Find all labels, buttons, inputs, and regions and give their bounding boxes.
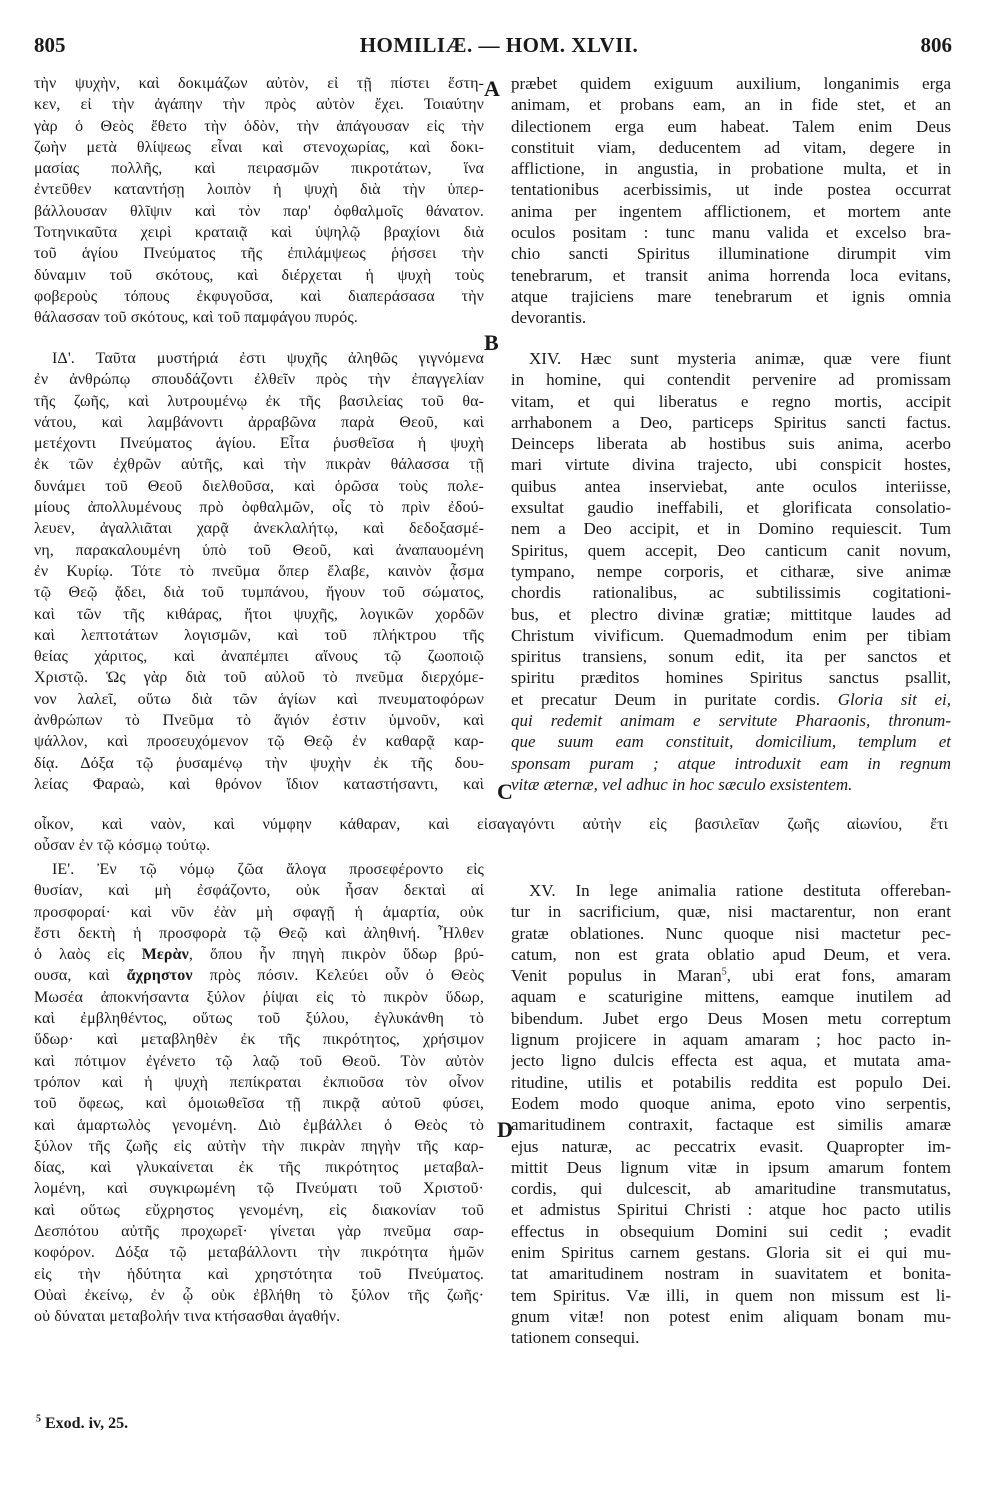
greek-text: ουσα, καὶ bbox=[34, 967, 127, 985]
latin-line: afflictione, in angustia, in probatione multa, et in bbox=[511, 159, 951, 179]
greek-line: Οὐαὶ ἐκείνῳ, ἐν ᾧ οὐκ ἐβλήθη τὸ ξύλον τῆς ζωῆς· bbox=[34, 1286, 484, 1304]
page-header bbox=[0, 33, 998, 65]
greek-line: τοῦ ἁγίου Πνεύματος τῆς ἐπιλάμψεως ῥήσσει τὴν bbox=[34, 245, 484, 263]
greek-line: τῷ Θεῷ ᾄδει, διὰ τοῦ τυμπάνου, ἤγουν τοῦ σώματος, bbox=[34, 584, 484, 602]
greek-line: κεν, εἰ τὴν ἀγάπην τὴν πρὸς αὐτὸν ἔχει. Τοιαύτην bbox=[34, 96, 484, 114]
latin-line: lignum projicere in aquam amaram ; hoc pacto in- bbox=[511, 1030, 951, 1050]
greek-line: δίᾳ. Δόξα τῷ ῥυσαμένῳ τὴν ψυχὴν ἐκ τῆς δου- bbox=[34, 754, 484, 772]
greek-line: ἐκ τῶν ἐχθρῶν αὐτῆς, καὶ τὴν πικρὰν θάλασσα τῇ bbox=[34, 456, 484, 474]
greek-line: καὶ τῶν τῆς κιθάρας, ἤτοι ψυχῆς, λογικῶν χορδῶν bbox=[34, 605, 484, 623]
latin-line: arrhabonem a Deo, particeps Spiritus sancti factus. bbox=[511, 412, 951, 432]
latin-line: devorantis. bbox=[511, 308, 587, 328]
latin-line: tat amaritudinem nostram in suavitatem et bonita- bbox=[511, 1264, 951, 1284]
latin-line: nem a Deo accipit, et in Domino requiescit. Tum bbox=[511, 519, 951, 539]
greek-text: , ὅπου ἦν πηγὴ πικρὸν ὕδωρ βρύ- bbox=[188, 946, 484, 964]
latin-italic-line: que suum eam constituit, domicilium, templum et bbox=[511, 732, 951, 752]
latin-line: cordis, qui dulcescit, ab amaritudine transmutatus, bbox=[511, 1179, 951, 1199]
latin-text: , ubi erat fons, amaram bbox=[726, 966, 951, 986]
greek-line: ἐν ἀνθρώπῳ σπουδάζοντι ἐλθεῖν πρὸς τὴν ἐπαγγελίαν bbox=[34, 371, 484, 389]
greek-line: ψάλλον, καὶ προσευχόμενον τῷ Θεῷ ἐν καθαρᾷ καρ- bbox=[34, 733, 484, 751]
latin-line: catum, non est grata oblatio apud Deum, et vera. bbox=[511, 944, 951, 964]
footnote-reference[interactable]: 5 bbox=[721, 966, 727, 978]
latin-line: bus, et plectro divinæ gratiæ; mittitque laudes ad bbox=[511, 604, 951, 624]
greek-line: δίας, καὶ γλυκαίνεται ἐκ τῆς πικρότητος μεταβαλ- bbox=[34, 1159, 484, 1177]
greek-line: ἐν Κυρίῳ. Τότε τὸ πνεῦμα ὅπερ ἔλαβε, καινὸν ᾆσμα bbox=[34, 562, 484, 580]
latin-line: tationem consequi. bbox=[511, 1328, 640, 1348]
latin-line: et admistus Spiritui Christi : atque hoc pacto utilis bbox=[511, 1200, 951, 1220]
greek-line: λομένη, καὶ συγκιρωμένη τῷ Πνεύματι τοῦ Χριστοῦ· bbox=[34, 1180, 484, 1198]
greek-line: τοῦ ὄφεως, καὶ ὁμοιωθεῖσα τῇ πικρᾷ αὐτοῦ φύσει, bbox=[34, 1095, 484, 1113]
greek-line: καὶ λεπτοτάτων λογισμῶν, καὶ τοῦ πλήκτρου τῆς bbox=[34, 626, 484, 644]
greek-line: ξύλον τῆς ζωῆς εἰς αὐτὴν τὴν πικρὰν πηγὴν τῆς καρ- bbox=[34, 1137, 484, 1155]
greek-line: λείας Φαραὼ, καὶ θρόνον ἴδιον καταστήσαντι, καὶ bbox=[34, 775, 484, 793]
greek-line: θείας χάριτος, καὶ ἀναπέμπει αἴνους τῷ ζωοποιῷ bbox=[34, 648, 484, 666]
section-heading-line: ΙΕ'. Ἐν τῷ νόμῳ ζῶα ἄλογα προσεφέροντο εἰς bbox=[52, 861, 484, 878]
greek-line: ἔστι δεκτὴ ἡ προσφορὰ τῷ Θεῷ καὶ ἀληθινή. Ἦλθεν bbox=[34, 924, 484, 942]
greek-line: νη, παρακαλουμένη ὑπὸ τοῦ Θεοῦ, καὶ ἀναπαυομένη bbox=[34, 541, 484, 559]
margin-marker-c: C bbox=[497, 779, 513, 804]
running-title: HOMILIÆ. — HOM. XLVII. bbox=[359, 33, 639, 57]
greek-line: ζωὴν μετὰ θλίψεως εἶναι καὶ στενοχωρίας, καὶ δοκι- bbox=[34, 138, 484, 156]
latin-italic-line: sponsam puram ; atque introduxit eam in regnum bbox=[511, 753, 951, 773]
greek-line: μετέχοντι Πνεύματος ἁγίου. Εἶτα ῥυσθεῖσα ἡ ψυχὴ bbox=[34, 435, 484, 453]
greek-line: νον λαλεῖ, οὕτω διὰ τῶν ἁγίων καὶ πνευματοφόρων bbox=[34, 690, 484, 708]
latin-line: tentationibus acerbissimis, ut inde postea occurrat bbox=[511, 180, 951, 200]
margin-marker-a: A bbox=[484, 76, 500, 101]
latin-line: dilectionem erga eum habeat. Talem enim Deus bbox=[511, 116, 951, 136]
latin-column-block-3 bbox=[511, 880, 951, 1349]
latin-line: spiritu præditos homines Spiritus sanctus psallit, bbox=[511, 668, 951, 688]
latin-column-block-1 bbox=[511, 73, 951, 329]
latin-line: animam, et probans eam, an in fide stet, et an bbox=[511, 95, 951, 115]
greek-spanning-lines bbox=[34, 814, 948, 857]
latin-line: vitam, et qui liberatus e regno mortis, accipit bbox=[511, 391, 951, 411]
latin-line: ritudine, utilis et potabilis reddita est populo Dei. bbox=[511, 1072, 951, 1092]
page-number-right: 806 bbox=[920, 33, 952, 57]
latin-line: constituit viam, deducentem ad vitam, degere in bbox=[511, 137, 951, 157]
greek-line: μασίας πολλῆς, καὶ πειρασμῶν πικροτάτων, ἵνα bbox=[34, 160, 484, 178]
greek-line: λευεν, ἀγαλλιᾶται χαρᾷ ἀνεκλαλήτῳ, καὶ δεδοξασμέ- bbox=[34, 520, 484, 538]
greek-line: κοφόρον. Δόξα τῷ μεταβάλλοντι τὴν πικρότητα ἡμῶν bbox=[34, 1244, 484, 1262]
page-number-left: 805 bbox=[34, 33, 66, 57]
greek-line: θάλασσαν τοῦ σκότους, καὶ τοῦ παμφάγου πυρός. bbox=[34, 309, 358, 327]
latin-line: ejus naturæ, ac peccatrix evasit. Quapropter im- bbox=[511, 1136, 951, 1156]
greek-line: δύναμιν τοῦ σκότους, καὶ διέρχεται ἡ ψυχὴ τοὺς bbox=[34, 266, 484, 284]
latin-line: gratæ oblationes. Nunc quoque nisi mactetur pec- bbox=[511, 923, 951, 943]
greek-line: ἀνθρώπων τὸ Πνεῦμα τὸ ἅγιόν ἐστιν ὑμνοῦν, καὶ bbox=[34, 712, 484, 730]
greek-line: γὰρ ὁ Θεὸς ἔθετο τὴν ὁδὸν, τὴν ἀπάγουσαν εἰς τὴν bbox=[34, 117, 484, 135]
greek-line: τῆς ζωῆς, καὶ λυτρουμένῳ ἐκ τῆς βασιλείας τοῦ θα- bbox=[34, 392, 484, 410]
latin-line: atque trajiciens mare tenebrarum et ignis omnia bbox=[511, 286, 951, 306]
latin-line: bibendum. Jubet ergo Deus Mosen metu correptum bbox=[511, 1008, 951, 1028]
latin-italic-line: qui redemit animam e servitute Pharaonis, thronum- bbox=[511, 711, 951, 731]
latin-line: anima per ingentem afflictionem, et mortem ante bbox=[511, 201, 951, 221]
greek-line: οἶκον, καὶ ναὸν, καὶ νύμφην κάθαραν, καὶ εἰσαγαγόντι αὐτὴν εἰς βασιλεῖαν ζωῆς αἰωνίου, ἔτι bbox=[34, 816, 948, 833]
greek-column-block-1 bbox=[34, 73, 484, 329]
latin-line: Spiritus, quem accepit, Deo canticum canit novum, bbox=[511, 540, 951, 560]
greek-line: εἰς τὴν ἡδύτητα καὶ χρηστότητα τοῦ Πνεύματος. bbox=[34, 1265, 484, 1283]
greek-line: καὶ ἐμβληθέντος, οὕτως τοῦ ξύλου, ἐγλυκάνθη τὸ bbox=[34, 1010, 484, 1028]
latin-line: tenebrarum, et transit anima horrenda loca evitans, bbox=[511, 265, 951, 285]
latin-line: chordis rationalibus, ac subtilissimis cogitationi- bbox=[511, 583, 951, 603]
latin-line: jecto ligno dulcis effecta est aqua, et mutata ama- bbox=[511, 1051, 951, 1071]
greek-line: βάλλουσαν θλῖψιν καὶ τὸν παρ' ὀφθαλμοῖς θάνατον. bbox=[34, 202, 484, 220]
greek-line: Δεσπότου αὐτῆς προχωρεῖ· γίνεται γὰρ πνεῦμα σαρ- bbox=[34, 1223, 484, 1241]
italic-text: Gloria sit ei, bbox=[837, 689, 951, 709]
latin-text: et precatur Deum in puritate cordis. bbox=[511, 689, 820, 709]
latin-line: amaritudinem contraxit, factaque est similis amaræ bbox=[511, 1115, 951, 1135]
latin-line: chio sancti Spiritus illuminatione dirumpit vim bbox=[511, 244, 951, 264]
greek-column-block-3 bbox=[34, 859, 484, 1328]
greek-column-block-2 bbox=[34, 348, 484, 795]
greek-text: πρὸς πόσιν. Κελεύει οὖν ὁ Θεὸς bbox=[192, 967, 484, 985]
latin-text: Venit populus in Maran bbox=[511, 966, 722, 986]
margin-marker-b: B bbox=[484, 330, 499, 355]
latin-line: exsultat gaudio ineffabili, et glorificata consolatio- bbox=[511, 498, 951, 518]
greek-line: μίους ἀπολλυμένους πρὸ ὀφθαλμῶν, οἷς τὸ πρὶν ἐδού- bbox=[34, 499, 484, 517]
latin-line: enim Spiritus carnem gestans. Gloria sit ei qui mu- bbox=[511, 1243, 951, 1263]
latin-line: Eodem modo quoque anima, epoto vino serpentis, bbox=[511, 1093, 951, 1113]
latin-line: tympano, nempe corporis, et citharæ, sive animæ bbox=[511, 561, 951, 581]
latin-italic-line: vitæ æternæ, vel adhuc in hoc sæculo exsistentem. bbox=[511, 774, 853, 794]
greek-text: ὁ λαὸς εἰς bbox=[34, 946, 142, 964]
latin-line: mari virtute divina trajecto, ubi conspicit hostes, bbox=[511, 455, 951, 475]
latin-line: in homine, qui contendit pervenire ad promissam bbox=[511, 370, 951, 390]
latin-line: gnum vitæ! non potest enim aliquam bonam mu- bbox=[511, 1306, 951, 1326]
section-heading-line: ΙΔ'. Ταῦτα μυστήριά ἐστι ψυχῆς ἀληθῶς γιγνόμενα bbox=[52, 350, 484, 367]
greek-line: τρόπον καὶ ἡ ψυχὴ πεπίκραται ἐκπιοῦσα τὸν οἶνον bbox=[34, 1073, 484, 1091]
greek-line bbox=[34, 965, 484, 986]
greek-line: νάτου, καὶ λαμβάνοντι ἀρραβῶνα παρὰ Θεοῦ, καὶ bbox=[34, 413, 484, 431]
latin-line: tur in sacrificium, quæ, nisi mactarentur, non erant bbox=[511, 902, 951, 922]
greek-line bbox=[34, 944, 484, 965]
latin-line: tem Spiritus. Væ illi, in quem non missum est li- bbox=[511, 1285, 951, 1305]
greek-line: οὖσαν ἐν τῷ κόσμῳ τούτῳ. bbox=[34, 837, 211, 855]
greek-line: Χριστῷ. Ὡς γὰρ διὰ τοῦ αὐλοῦ τὸ πνεῦμα διερχόμε- bbox=[34, 669, 484, 687]
greek-line: οὐ δύναται μεταβολήν τινα κτήσασθαι ἀγαθήν. bbox=[34, 1308, 341, 1326]
latin-line: spiritus transiens, sonum edit, ita per sanctos et bbox=[511, 647, 951, 667]
greek-line: Μωσέα ἀποκνήσαντα ξύλον ῥίψαι εἰς τὸ πικρὸν ὕδωρ, bbox=[34, 988, 484, 1006]
footnote bbox=[36, 1415, 128, 1433]
latin-line: effectus in obsequium Domini sui cedit ; evadit bbox=[511, 1221, 951, 1241]
section-heading-line: XV. In lege animalia ratione destituta offereban- bbox=[529, 881, 951, 900]
greek-line: Τοτηνικαῦτα χειρὶ κραταιᾷ καὶ ὑψηλῷ βραχίονι διὰ bbox=[34, 224, 484, 242]
latin-line: quibus antea inserviebat, ante oculos interiisse, bbox=[511, 476, 951, 496]
greek-line: καὶ οὕτως εὔχρηστος γενομένη, εἰς διακονίαν τοῦ bbox=[34, 1201, 484, 1219]
greek-line: θυσίαν, καὶ μὴ ἐσφάζοντο, οὐκ ἦσαν δεκταὶ αἱ bbox=[34, 882, 484, 900]
margin-marker-d: D bbox=[497, 1117, 513, 1142]
latin-line: mittit Deus lignum vitæ in ipsum amarum fontem bbox=[511, 1157, 951, 1177]
greek-line: ὕδωρ· καὶ μεταβληθὲν ἐκ τῆς πικρότητος, χρήσιμον bbox=[34, 1031, 484, 1049]
latin-line: Christum vivificum. Quemadmodum enim per tibiam bbox=[511, 625, 951, 645]
section-heading-line: XIV. Hæc sunt mysteria animæ, quæ vere fiunt bbox=[529, 349, 951, 368]
latin-line: oculos positam : tunc manu valida et excelso bra- bbox=[511, 223, 951, 243]
greek-line: προσφοραί· καὶ νῦν ἐὰν μὴ σφαγῇ ἡ ἁμαρτία, οὐκ bbox=[34, 903, 484, 921]
latin-column-block-2 bbox=[511, 348, 951, 795]
bold-word-achreston: ἄχρηστον bbox=[126, 967, 193, 985]
greek-line: καὶ πότιμον ἐγένετο τῷ λαῷ τοῦ Θεοῦ. Τὸν αὐτὸν bbox=[34, 1052, 484, 1070]
greek-line: ἐντεῦθεν καταντήσῃ λοιπὸν ἡ ψυχὴ διὰ τὴν ὑπερ- bbox=[34, 181, 484, 199]
place-name-meran: Μερὰν bbox=[141, 946, 189, 964]
latin-line: præbet quidem exiguum auxilium, longanimis erga bbox=[511, 74, 951, 93]
latin-line: Deinceps liberata ab hostibus suis anima, acerbo bbox=[511, 434, 951, 454]
greek-line: φοβεροὺς τόπους ἐκφυγοῦσα, καὶ διαπεράσασα τὴν bbox=[34, 287, 484, 305]
latin-line bbox=[511, 965, 951, 986]
greek-line: δυνάμει τοῦ Θεοῦ διελθοῦσα, καὶ ὁρῶσα τοὺς πολε- bbox=[34, 477, 484, 495]
footnote-text: Exod. iv, 25. bbox=[41, 1415, 129, 1432]
greek-line: τὴν ψυχὴν, καὶ δοκιμάζων αὐτὸν, εἰ τῇ πίστει ἕστη- bbox=[34, 75, 484, 92]
footnote-mark: 5 bbox=[36, 1413, 41, 1425]
greek-line: καὶ ἁμαρτωλὸς γενομένη. Διὸ ἐμβάλλει ὁ Θεὸς τὸ bbox=[34, 1116, 484, 1134]
latin-line: aquam e scaturigine mittens, eamque inutilem ad bbox=[511, 987, 951, 1007]
latin-line bbox=[511, 689, 951, 710]
